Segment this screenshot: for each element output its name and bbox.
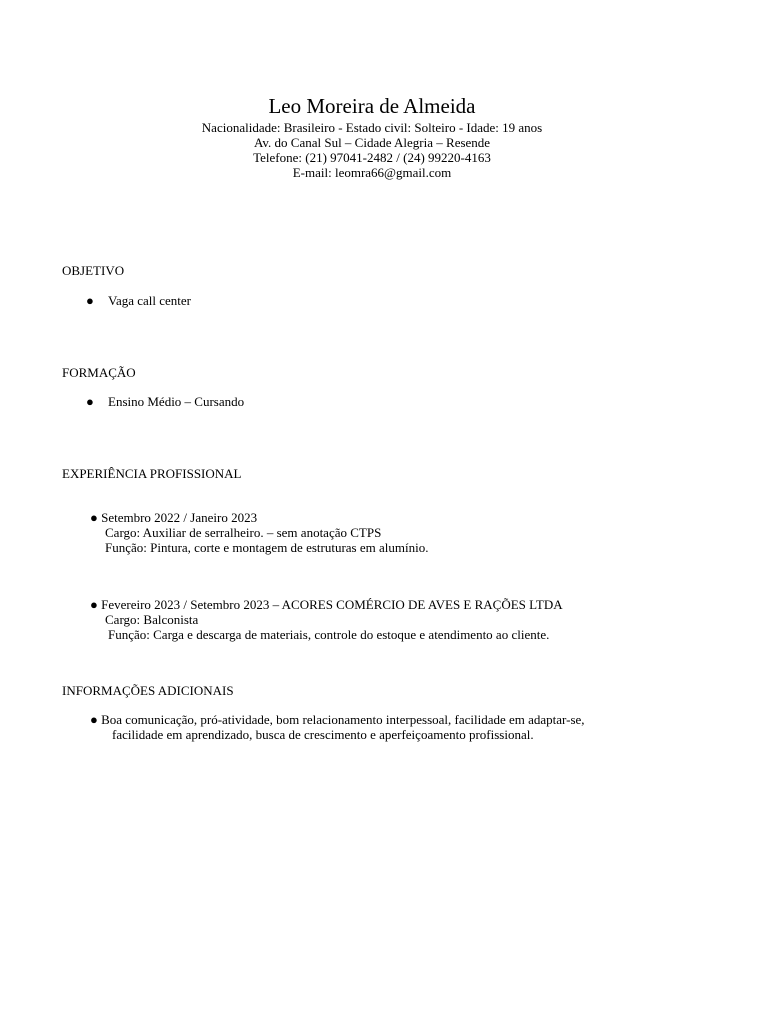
section-title-objetivo: OBJETIVO <box>62 263 125 278</box>
adicionais-item <box>90 712 585 742</box>
section-title-adicionais: INFORMAÇÕES ADICIONAIS <box>62 683 234 698</box>
bullet-icon: ● <box>86 293 94 308</box>
bullet-icon: ● <box>90 597 98 612</box>
job-cargo: Cargo: Auxiliar de serralheiro. – sem anotação CTPS <box>105 525 382 540</box>
formacao-text: Ensino Médio – Cursando <box>108 394 245 409</box>
job-cargo: Cargo: Balconista <box>105 612 199 627</box>
email-line: E-mail: leomra66@gmail.com <box>292 165 452 180</box>
formacao-item <box>86 394 244 410</box>
resume-header <box>0 92 744 180</box>
personal-info-line: Nacionalidade: Brasileiro - Estado civil: Solteiro - Idade: 19 anos <box>201 120 543 135</box>
bullet-icon: ● <box>90 712 98 727</box>
adicionais-line: ● Boa comunicação, pró-atividade, bom relacionamento interpessoal, facilidade em adaptar-se, <box>90 712 585 727</box>
job-entry <box>90 597 563 642</box>
job-funcao: Função: Carga e descarga de materiais, controle do estoque e atendimento ao cliente. <box>108 627 550 642</box>
objetivo-text: Vaga call center <box>108 293 192 308</box>
section-title-experiencia: EXPERIÊNCIA PROFISSIONAL <box>62 466 242 481</box>
job-period: ● Fevereiro 2023 / Setembro 2023 – ACORES COMÉRCIO DE AVES E RAÇÕES LTDA <box>90 597 563 612</box>
candidate-name: Leo Moreira de Almeida <box>268 94 476 118</box>
job-entry <box>90 510 428 555</box>
section-title-formacao: FORMAÇÃO <box>62 365 136 380</box>
job-funcao: Função: Pintura, corte e montagem de estruturas em alumínio. <box>105 540 429 555</box>
objetivo-item <box>86 293 191 309</box>
bullet-icon: ● <box>86 394 94 409</box>
job-period: ● Setembro 2022 / Janeiro 2023 <box>90 510 258 525</box>
phone-line: Telefone: (21) 97041-2482 / (24) 99220-4163 <box>253 150 491 165</box>
bullet-icon: ● <box>90 510 98 525</box>
address-line: Av. do Canal Sul – Cidade Alegria – Resende <box>253 135 491 150</box>
adicionais-line: facilidade em aprendizado, busca de crescimento e aperfeiçoamento profissional. <box>112 727 534 742</box>
